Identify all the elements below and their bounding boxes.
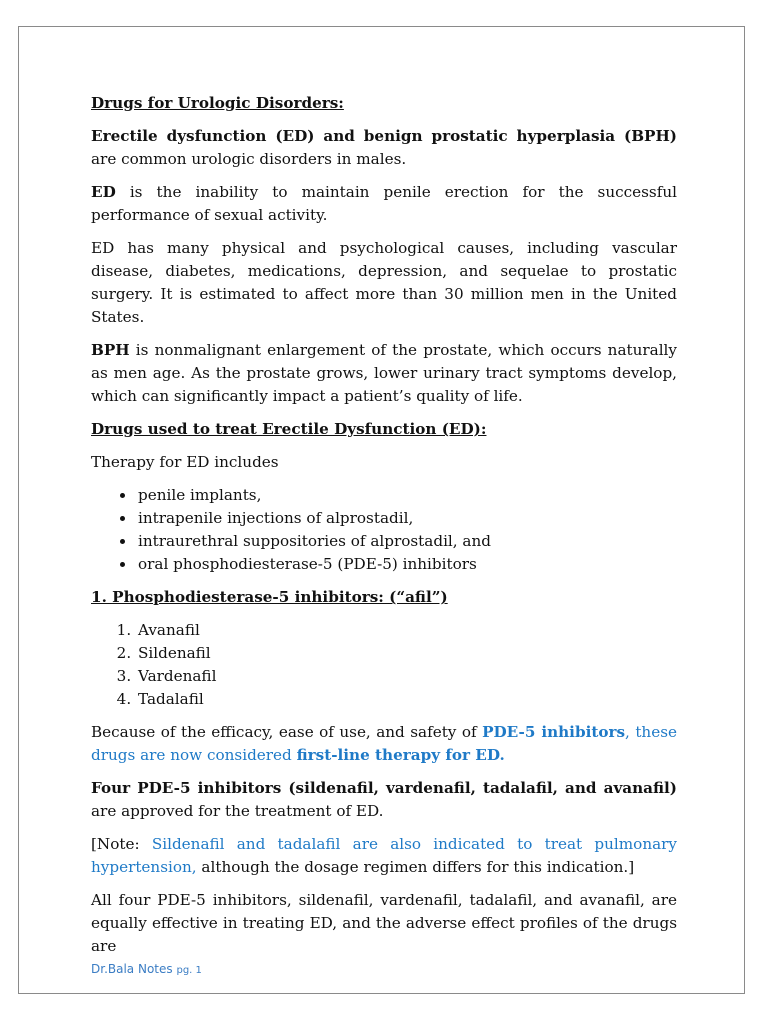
list-item: • oral phosphodiesterase-5 (PDE-5) inhibitors — [136, 553, 677, 576]
list-item: • intraurethral suppositories of alprostadil, and — [136, 530, 677, 553]
intro-bold: Erectile dysfunction (ED) and benign prostatic hyperplasia (BPH) — [91, 127, 677, 145]
efficacy-plain: Because of the efficacy, ease of use, and safety of — [91, 723, 483, 741]
list-item: • intrapenile injections of alprostadil, — [136, 507, 677, 530]
list-item: 2. Sildenafil — [136, 642, 677, 665]
page-footer — [91, 962, 202, 976]
four-inhibitors-bold: Four PDE-5 inhibitors (sildenafil, vardenafil, tadalafil, and avanafil) — [91, 779, 677, 797]
list-item: 3. Vardenafil — [136, 665, 677, 688]
bph-definition-rest: is nonmalignant enlargement of the prostate, which occurs naturally as men age. As the prostate grows, lower urinary tract symptoms develop, which can significantly impact a patient’s quality of life. — [91, 341, 677, 405]
page-title: Drugs for Urologic Disorders: — [91, 94, 344, 112]
four-inhibitors-rest: are approved for the treatment of ED. — [91, 802, 384, 820]
list-item: 4. Tadalafil — [136, 688, 677, 711]
therapy-intro: Therapy for ED includes — [91, 453, 279, 471]
page-number: pg. 1 — [176, 965, 202, 976]
note-highlight: Sildenafil and tadalafil are also indicated to treat pulmonary hypertension, — [91, 835, 677, 876]
list-item: • penile implants, — [136, 484, 677, 507]
document-body — [91, 92, 677, 968]
note-paragraph — [91, 833, 677, 879]
intro-rest: are common urologic disorders in males. — [91, 150, 407, 168]
efficacy-highlight-2: first-line therapy for ED. — [296, 746, 505, 764]
four-inhibitors-paragraph — [91, 777, 677, 823]
note-open: [Note: — [91, 835, 152, 853]
ed-drugs-heading: Drugs used to treat Erectile Dysfunction (ED): — [91, 420, 487, 438]
bph-definition — [91, 339, 677, 408]
footer-label: Dr.Bala Notes — [91, 962, 173, 976]
pde5-drug-list — [91, 619, 677, 711]
all-four-paragraph: All four PDE-5 inhibitors, sildenafil, vardenafil, tadalafil, and avanafil, are equally effective in treating ED, and the adverse effect profiles of the drugs are — [91, 891, 677, 955]
ed-causes-paragraph: ED has many physical and psychological causes, including vascular disease, diabetes, medications, depression, and sequelae to prostatic surgery. It is estimated to affect more than 30 million men in the United States. — [91, 239, 677, 326]
ed-definition-rest: is the inability to maintain penile erection for the successful performance of sexual activity. — [91, 183, 677, 224]
list-item: 1. Avanafil — [136, 619, 677, 642]
intro-paragraph — [91, 125, 677, 171]
pde5-heading: 1. Phosphodiesterase-5 inhibitors: (“afil”) — [91, 588, 448, 606]
efficacy-highlight-1: PDE-5 inhibitors — [482, 723, 626, 741]
note-rest: although the dosage regimen differs for this indication.] — [196, 858, 635, 876]
ed-definition-bold: ED — [91, 183, 116, 201]
ed-definition — [91, 181, 677, 227]
efficacy-paragraph — [91, 721, 677, 767]
bph-definition-bold: BPH — [91, 341, 130, 359]
therapy-list — [91, 484, 677, 576]
efficacy-blue-text: , these drugs are now considered — [91, 723, 677, 764]
